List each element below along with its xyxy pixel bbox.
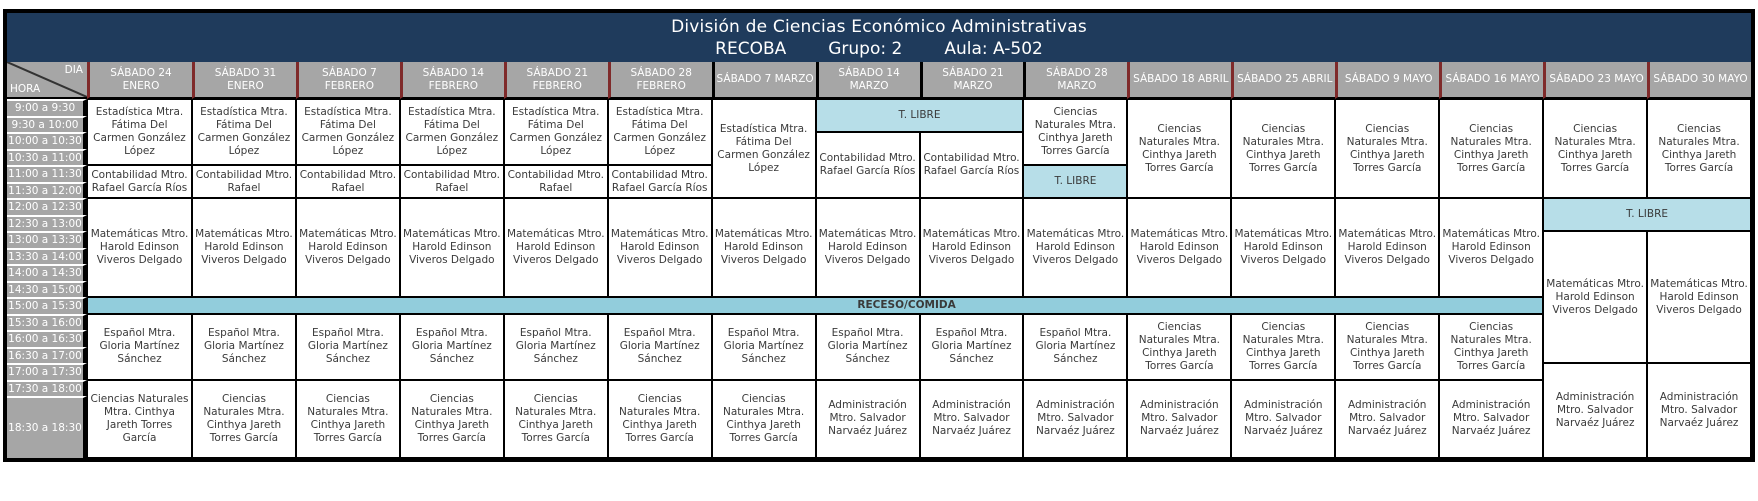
schedule-cell: Contabilidad Mtro. Rafael García Ríos (816, 132, 920, 198)
schedule-cell: Estadística Mtra. Fátima Del Carmen González López (400, 99, 504, 165)
schedule-cell: Estadística Mtra. Fátima Del Carmen González López (712, 99, 816, 198)
schedule-cell: Matemáticas Mtro. Harold Edinson Viveros Delgado (296, 198, 400, 297)
schedule-cell: Ciencias Naturales Mtra. Cinthya Jareth Torres García (87, 380, 192, 459)
column-header-date: SÁBADO 23 MAYO (1543, 62, 1647, 99)
schedule-cell: Matemáticas Mtro. Harold Edinson Viveros Delgado (1543, 231, 1647, 363)
corner-day-label: DIA (64, 64, 83, 76)
schedule-cell: Español Mtra. Gloria Martínez Sánchez (712, 314, 816, 380)
time-slot-label: 17:00 a 17:30 (7, 363, 87, 380)
schedule-cell: Ciencias Naturales Mtra. Cinthya Jareth Torres García (504, 380, 608, 459)
corner-cell (7, 62, 87, 99)
schedule-cell: Español Mtra. Gloria Martínez Sánchez (608, 314, 712, 380)
schedule-cell: Contabilidad Mtro. Rafael (400, 165, 504, 198)
time-slot-label: 11:00 a 11:30 (7, 165, 87, 182)
schedule-cell: Contabilidad Mtro. Rafael García Ríos (87, 165, 192, 198)
schedule-cell: Administración Mtro. Salvador Narvaéz Juárez (1439, 380, 1543, 459)
schedule-cell: Administración Mtro. Salvador Narvaéz Juárez (1543, 363, 1647, 458)
column-header-date: SÁBADO 24 ENERO (87, 62, 192, 99)
schedule-cell: Contabilidad Mtro. Rafael (192, 165, 296, 198)
schedule-cell: Matemáticas Mtro. Harold Edinson Viveros Delgado (1439, 198, 1543, 297)
division-title: División de Ciencias Económico Administrativas (671, 16, 1087, 37)
column-header-date: SÁBADO 14 MARZO (816, 62, 920, 99)
schedule-cell: Matemáticas Mtro. Harold Edinson Viveros Delgado (87, 198, 192, 297)
schedule-cell: Ciencias Naturales Mtra. Cinthya Jareth Torres García (1023, 99, 1127, 165)
schedule-cell: Ciencias Naturales Mtra. Cinthya Jareth Torres García (712, 380, 816, 459)
time-slot-label: 9:30 a 10:00 (7, 116, 87, 133)
schedule-cell: Español Mtra. Gloria Martínez Sánchez (296, 314, 400, 380)
time-slot-label: 14:00 a 14:30 (7, 264, 87, 281)
schedule-cell: Contabilidad Mtro. Rafael García Ríos (608, 165, 712, 198)
time-slot-label: 16:00 a 16:30 (7, 330, 87, 347)
column-header-date: SÁBADO 21 MARZO (920, 62, 1024, 99)
schedule-cell: Administración Mtro. Salvador Narvaéz Juárez (1647, 363, 1751, 458)
time-slot-label: 11:30 a 12:00 (7, 182, 87, 199)
schedule-cell: Matemáticas Mtro. Harold Edinson Viveros Delgado (712, 198, 816, 297)
schedule-cell: Administración Mtro. Salvador Narvaéz Juárez (816, 380, 920, 459)
schedule-cell: Estadística Mtra. Fátima Del Carmen González López (192, 99, 296, 165)
schedule-cell: Ciencias Naturales Mtra. Cinthya Jareth Torres García (1231, 99, 1335, 198)
schedule-cell: Español Mtra. Gloria Martínez Sánchez (816, 314, 920, 380)
column-header-date: SÁBADO 28 MARZO (1023, 62, 1127, 99)
schedule-cell: Español Mtra. Gloria Martínez Sánchez (920, 314, 1024, 380)
time-slot-label: 13:30 a 14:00 (7, 248, 87, 265)
schedule-cell: Matemáticas Mtro. Harold Edinson Viveros Delgado (608, 198, 712, 297)
column-header-date: SÁBADO 28 FEBRERO (608, 62, 712, 99)
schedule-cell: Ciencias Naturales Mtra. Cinthya Jareth Torres García (1439, 99, 1543, 198)
time-slot-label: 9:00 a 9:30 (7, 99, 87, 116)
schedule-cell: Estadística Mtra. Fátima Del Carmen González López (296, 99, 400, 165)
time-slot-label: 15:00 a 15:30 (7, 297, 87, 314)
program-name: RECOBA (715, 38, 787, 59)
time-slot-label: 12:00 a 12:30 (7, 198, 87, 215)
time-slot-label: 17:30 a 18:00 (7, 380, 87, 397)
column-header-date: SÁBADO 18 ABRIL (1127, 62, 1231, 99)
free-period-cell: T. LIBRE (1023, 165, 1127, 198)
timetable-board (3, 9, 1755, 462)
schedule-cell: Matemáticas Mtro. Harold Edinson Viveros Delgado (816, 198, 920, 297)
schedule-cell: Español Mtra. Gloria Martínez Sánchez (1023, 314, 1127, 380)
schedule-cell: Matemáticas Mtro. Harold Edinson Viveros Delgado (192, 198, 296, 297)
schedule-cell: Estadística Mtra. Fátima Del Carmen González López (87, 99, 192, 165)
time-slot-label: 10:00 a 10:30 (7, 132, 87, 149)
time-slot-label: 13:00 a 13:30 (7, 231, 87, 248)
schedule-cell: Estadística Mtra. Fátima Del Carmen González López (504, 99, 608, 165)
column-header-date: SÁBADO 21 FEBRERO (504, 62, 608, 99)
schedule-cell: Matemáticas Mtro. Harold Edinson Viveros Delgado (1335, 198, 1439, 297)
schedule-cell: Español Mtra. Gloria Martínez Sánchez (504, 314, 608, 380)
group-label: Grupo: 2 (828, 38, 903, 59)
schedule-cell: Ciencias Naturales Mtra. Cinthya Jareth Torres García (400, 380, 504, 459)
schedule-cell: Administración Mtro. Salvador Narvaéz Juárez (1231, 380, 1335, 459)
schedule-cell: Ciencias Naturales Mtra. Cinthya Jareth Torres García (1647, 99, 1751, 198)
corner-hour-label: HORA (10, 83, 41, 95)
schedule-cell: Contabilidad Mtro. Rafael García Ríos (920, 132, 1024, 198)
schedule-cell: Ciencias Naturales Mtra. Cinthya Jareth Torres García (192, 380, 296, 459)
subtitle-row (715, 39, 1043, 59)
schedule-cell: Español Mtra. Gloria Martínez Sánchez (87, 314, 192, 380)
schedule-cell: Español Mtra. Gloria Martínez Sánchez (400, 314, 504, 380)
schedule-cell: Ciencias Naturales Mtra. Cinthya Jareth Torres García (1231, 314, 1335, 380)
schedule-cell: Matemáticas Mtro. Harold Edinson Viveros Delgado (504, 198, 608, 297)
room-label: Aula: A-502 (944, 38, 1043, 59)
column-header-date: SÁBADO 16 MAYO (1439, 62, 1543, 99)
schedule-cell: Ciencias Naturales Mtra. Cinthya Jareth Torres García (296, 380, 400, 459)
column-header-date: SÁBADO 14 FEBRERO (400, 62, 504, 99)
schedule-cell: Administración Mtro. Salvador Narvaéz Juárez (920, 380, 1024, 459)
schedule-cell: Matemáticas Mtro. Harold Edinson Viveros Delgado (1231, 198, 1335, 297)
schedule-cell: Ciencias Naturales Mtra. Cinthya Jareth Torres García (1127, 314, 1231, 380)
time-slot-label: 12:30 a 13:00 (7, 215, 87, 232)
schedule-cell: Matemáticas Mtro. Harold Edinson Viveros Delgado (1023, 198, 1127, 297)
schedule-cell: Estadística Mtra. Fátima Del Carmen González López (608, 99, 712, 165)
schedule-cell: Matemáticas Mtro. Harold Edinson Viveros Delgado (920, 198, 1024, 297)
free-period-cell: T. LIBRE (816, 99, 1024, 132)
time-slot-label: 10:30 a 11:00 (7, 149, 87, 166)
time-slot-label: 16:30 a 17:00 (7, 347, 87, 364)
column-header-date: SÁBADO 25 ABRIL (1231, 62, 1335, 99)
schedule-cell: Ciencias Naturales Mtra. Cinthya Jareth Torres García (1335, 99, 1439, 198)
schedule-grid (7, 62, 1751, 458)
schedule-cell: Contabilidad Mtro. Rafael (296, 165, 400, 198)
free-period-cell: T. LIBRE (1543, 198, 1751, 231)
schedule-cell: Ciencias Naturales Mtra. Cinthya Jareth Torres García (1543, 99, 1647, 198)
column-header-date: SÁBADO 7 MARZO (712, 62, 816, 99)
recess-band: RECESO/COMIDA (87, 297, 1543, 314)
schedule-cell: Administración Mtro. Salvador Narvaéz Juárez (1335, 380, 1439, 459)
column-header-date: SÁBADO 7 FEBRERO (296, 62, 400, 99)
schedule-cell: Español Mtra. Gloria Martínez Sánchez (192, 314, 296, 380)
column-header-date: SÁBADO 30 MAYO (1647, 62, 1751, 99)
time-slot-label: 18:30 a 18:30 (7, 396, 87, 458)
schedule-cell: Ciencias Naturales Mtra. Cinthya Jareth Torres García (1127, 99, 1231, 198)
time-slot-label: 14:30 a 15:00 (7, 281, 87, 298)
schedule-cell: Ciencias Naturales Mtra. Cinthya Jareth Torres García (608, 380, 712, 459)
schedule-cell: Administración Mtro. Salvador Narvaéz Juárez (1127, 380, 1231, 459)
schedule-cell: Matemáticas Mtro. Harold Edinson Viveros Delgado (1127, 198, 1231, 297)
title-bar (7, 13, 1751, 62)
schedule-cell: Matemáticas Mtro. Harold Edinson Viveros Delgado (1647, 231, 1751, 363)
schedule-cell: Matemáticas Mtro. Harold Edinson Viveros Delgado (400, 198, 504, 297)
schedule-cell: Administración Mtro. Salvador Narvaéz Juárez (1023, 380, 1127, 459)
schedule-cell: Ciencias Naturales Mtra. Cinthya Jareth Torres García (1439, 314, 1543, 380)
time-slot-label: 15:30 a 16:00 (7, 314, 87, 331)
schedule-cell: Contabilidad Mtro. Rafael (504, 165, 608, 198)
column-header-date: SÁBADO 9 MAYO (1335, 62, 1439, 99)
column-header-date: SÁBADO 31 ENERO (192, 62, 296, 99)
schedule-cell: Ciencias Naturales Mtra. Cinthya Jareth Torres García (1335, 314, 1439, 380)
